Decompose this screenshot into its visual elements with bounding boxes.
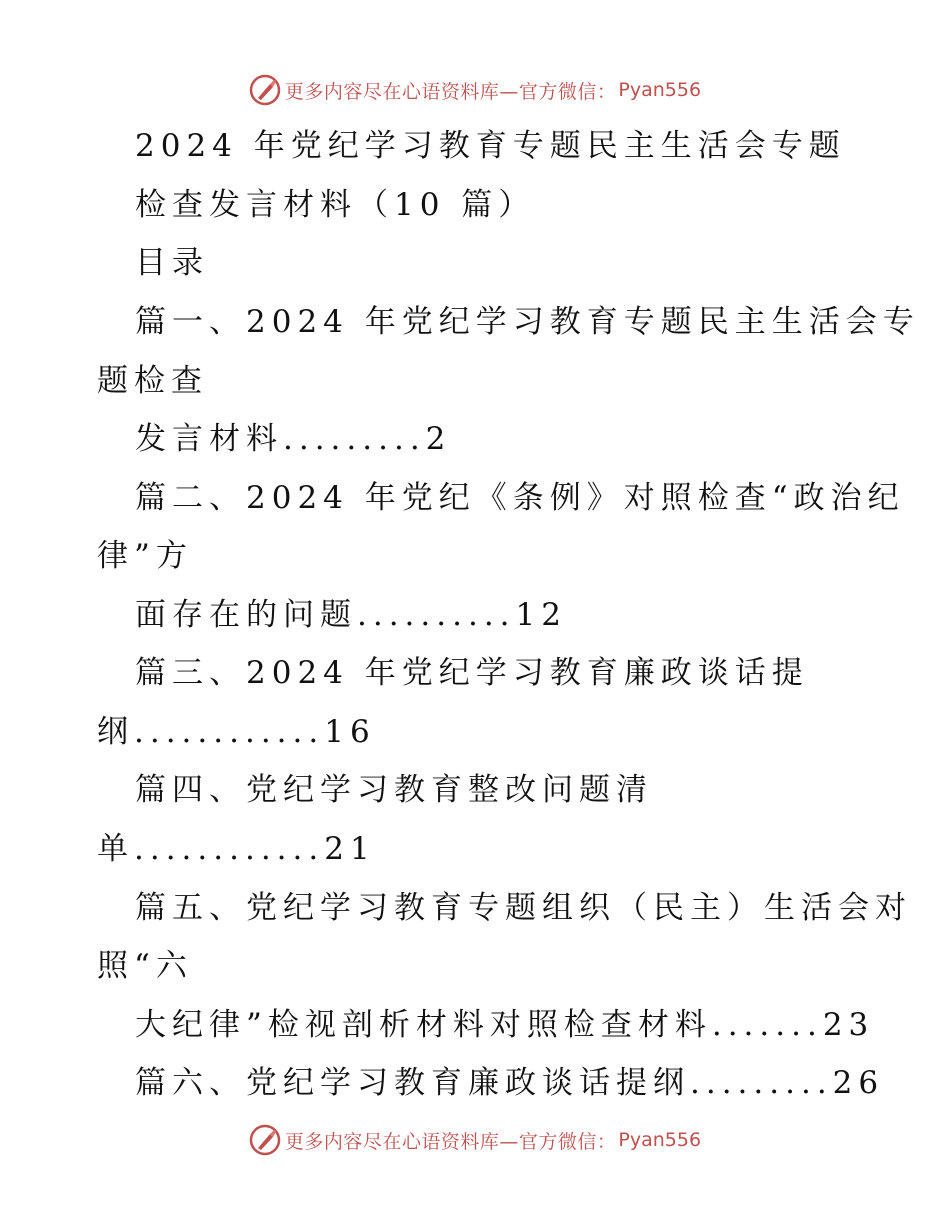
toc-line: 律”方 <box>97 538 193 574</box>
banner-wechat-id: Pyan556 <box>618 1129 702 1151</box>
toc-line: 篇三、2024 年党纪学习教育廉政谈话提 <box>135 655 809 691</box>
banner-text: 更多内容尽在心语资料库—官方微信： <box>284 1130 617 1153</box>
doc-title-line-1: 2024 年党纪学习教育专题民主生活会专题 <box>135 128 846 164</box>
doc-title-line-2: 检查发言材料（10 篇） <box>135 187 536 223</box>
banner-wechat-id: Pyan556 <box>618 79 702 101</box>
quill-pen-logo-icon <box>249 74 281 106</box>
toc-line: 篇六、党纪学习教育廉政谈话提纲.........26 <box>135 1065 885 1101</box>
quill-pen-logo-icon <box>249 1124 281 1156</box>
toc-line: 篇五、党纪学习教育专题组织（民主）生活会对 <box>135 890 912 926</box>
banner-text: 更多内容尽在心语资料库—官方微信： <box>284 80 617 103</box>
toc-line: 面存在的问题..........12 <box>135 597 567 633</box>
toc-line: 篇四、党纪学习教育整改问题清 <box>135 772 653 808</box>
header-banner <box>0 70 950 110</box>
toc-line: 照“六 <box>97 948 193 984</box>
toc-line: 大纪律”检视剖析材料对照检查材料.......23 <box>135 1007 875 1043</box>
toc-line: 篇二、2024 年党纪《条例》对照检查“政治纪 <box>135 480 905 516</box>
toc-heading: 目录 <box>135 245 209 281</box>
toc-line: 篇一、2024 年党纪学习教育专题民主生活会专 <box>135 304 920 340</box>
footer-banner <box>0 1120 950 1160</box>
toc-line: 纲............16 <box>97 714 376 750</box>
toc-line: 题检查 <box>97 363 208 399</box>
toc-line: 单............21 <box>97 831 376 867</box>
toc-line: 发言材料.........2 <box>135 421 452 457</box>
